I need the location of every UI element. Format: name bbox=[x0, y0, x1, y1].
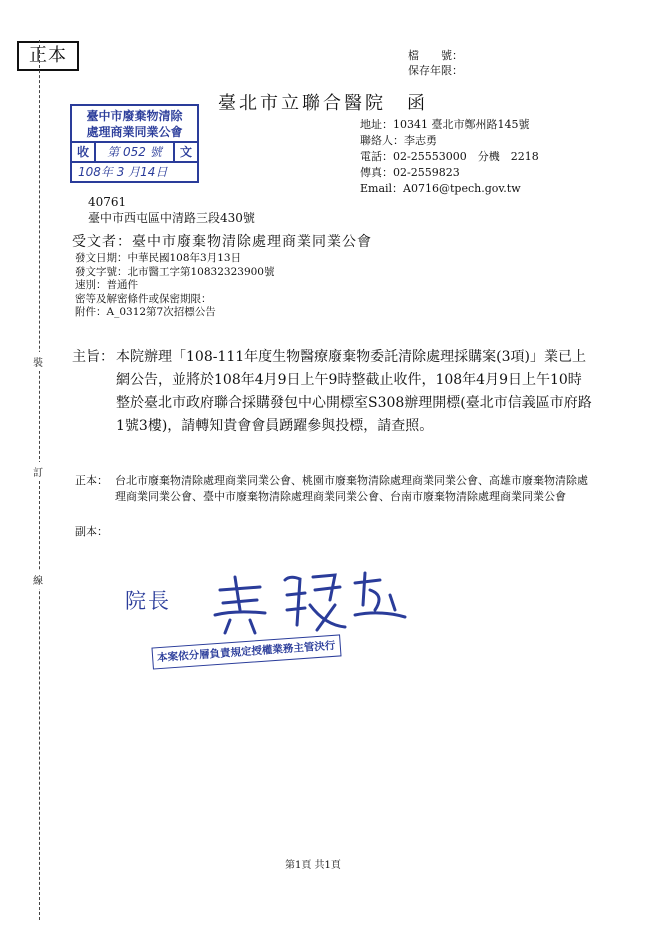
issue-date: 發文日期：中華民國108年3月13日 bbox=[75, 252, 242, 264]
contact-fax: 傳真：02-2559823 bbox=[360, 166, 460, 179]
cc-text: 台北市廢棄物清除處理商業同業公會、桃園市廢棄物清除處理商業同業公會、高雄市廢棄物清除處理商業同業公會、臺中市廢棄物清除處理商業同業公會、台南市廢棄物清除處理商業同業公會 bbox=[115, 474, 588, 503]
recipient: 受文者：臺中市廢棄物清除處理商業同業公會 bbox=[72, 234, 372, 250]
contact-block bbox=[360, 117, 539, 197]
recipient-address: 臺中市西屯區中清路三段430號 bbox=[88, 211, 255, 225]
stamp-date: 108年 3 月14日 bbox=[72, 161, 197, 181]
doc-meta bbox=[75, 252, 274, 320]
binding-mark-zhuang: 裝 bbox=[33, 352, 43, 371]
fuben-label: 副本： bbox=[75, 525, 108, 538]
copy-type-box: 正本 bbox=[17, 41, 79, 71]
attachment: 附件：A_0312第7次招標公告 bbox=[75, 306, 216, 318]
cc-block bbox=[75, 473, 595, 505]
recipient-zip: 40761 bbox=[88, 195, 127, 209]
subject-label: 主旨： bbox=[72, 349, 114, 365]
doc-number: 發文字號：北市醫工字第10832323900號 bbox=[75, 265, 275, 278]
delegation-stamp: 本案依分層負責規定授權業務主管決行 bbox=[151, 634, 341, 669]
stamp-org: 臺中市廢棄物清除 處理商業同業公會 bbox=[86, 109, 183, 139]
cc-label: 正本： bbox=[75, 474, 108, 487]
contact-address: 地址：10341 臺北市鄭州路145號 bbox=[360, 118, 530, 131]
subject bbox=[72, 346, 592, 438]
speed-class: 速別：普通件 bbox=[75, 279, 138, 291]
contact-email: Email：A0716@tpech.gov.tw bbox=[360, 182, 521, 195]
contact-person: 聯絡人：李志勇 bbox=[360, 134, 437, 147]
signer-title: 院長 bbox=[125, 589, 171, 613]
binding-mark-xian: 線 bbox=[33, 570, 43, 589]
confidentiality: 密等及解密條件或保密期限： bbox=[75, 292, 212, 305]
signature-image bbox=[205, 565, 415, 640]
stamp-receipt-number: 第 052 號 bbox=[107, 145, 162, 159]
file-meta bbox=[408, 48, 463, 78]
file-number-row: 檔 號： bbox=[408, 49, 463, 62]
document-title: 臺北市立聯合醫院 函 bbox=[218, 93, 428, 114]
stamp-receipt-row: 收 第 052 號 文 bbox=[72, 141, 197, 161]
page-footer: 第1頁 共1頁 bbox=[285, 860, 341, 871]
contact-phone: 電話：02-25553000 分機 2218 bbox=[360, 150, 539, 163]
receipt-stamp bbox=[70, 104, 199, 183]
retention-period-row: 保存年限： bbox=[408, 64, 463, 77]
subject-text: 本院辦理「108-111年度生物醫療廢棄物委託清除處理採購案(3項)」業已上網公告，並將於108年4月9日上午9時整截止收件，108年4月9日上午10時整於臺北市政府聯合採購發包中心開標室S308辦理開標(臺北市信義區市府路1號3樓)，請轉知貴會會員踴躍參與投標，請查照。 bbox=[116, 349, 592, 434]
binding-mark-ding: 訂 bbox=[33, 462, 43, 481]
